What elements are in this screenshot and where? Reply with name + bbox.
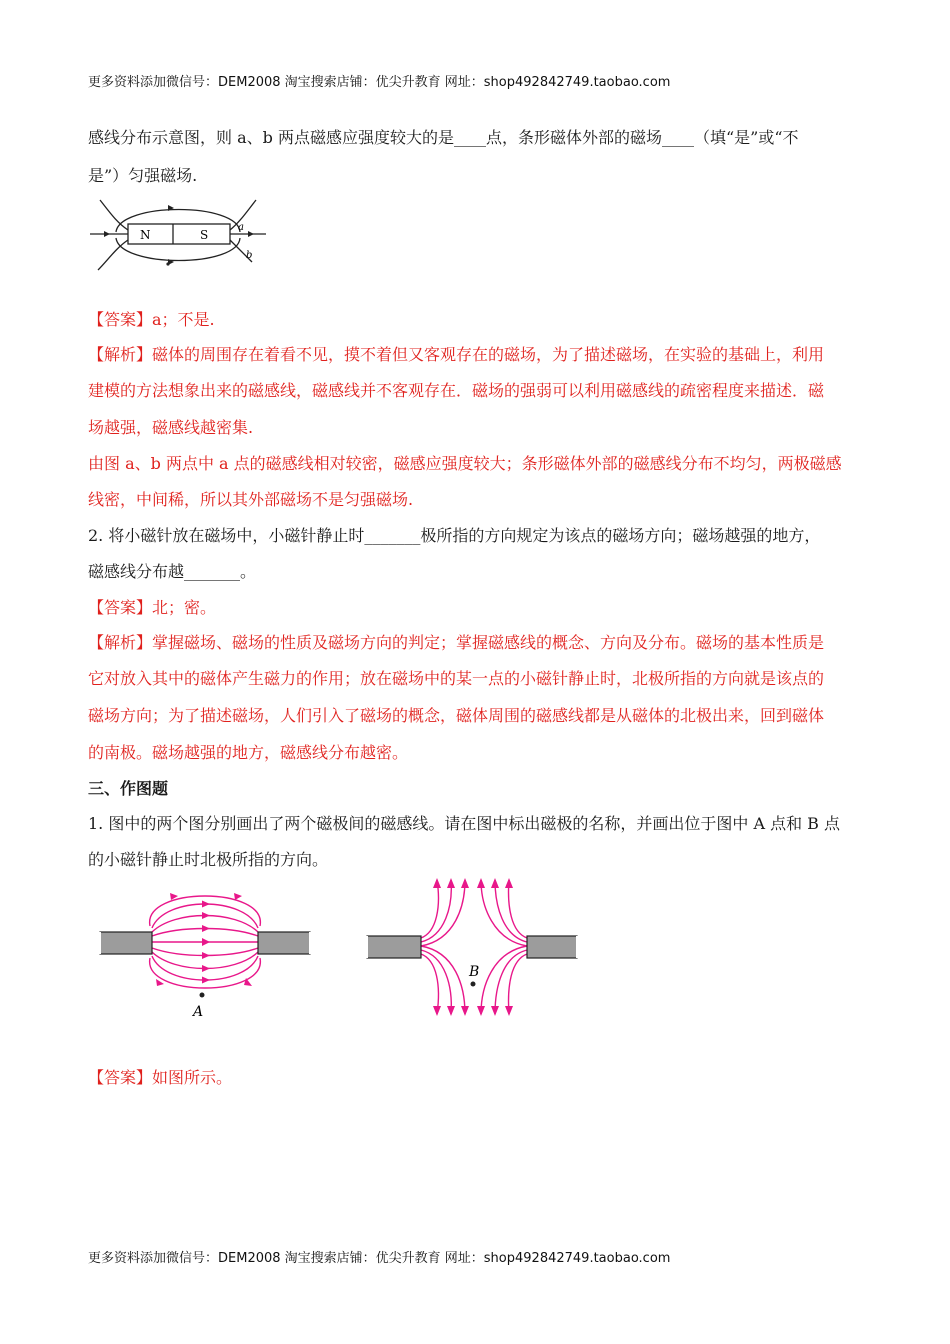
q1-text-line2: 是”）匀强磁场. xyxy=(88,166,198,185)
pole-label-s: S xyxy=(200,228,209,242)
pole-label-n: N xyxy=(140,228,151,242)
page-header: 更多资料添加微信号：DEM2008 淘宝搜索店铺：优尖升教育 网址：shop492842749.taobao.com xyxy=(88,75,671,90)
unlike-poles-figure xyxy=(100,880,315,1020)
q2-analysis-line1: 【解析】掌握磁场、磁场的性质及磁场方向的判定；掌握磁感线的概念、方向及分布。磁场的基本性质是 xyxy=(88,633,825,652)
q1-analysis-line1: 【解析】磁体的周围存在着看不见，摸不着但又客观存在的磁场，为了描述磁场，在实验的基础上，利用 xyxy=(88,345,825,364)
like-poles-figure xyxy=(365,876,580,1021)
q2-analysis-line3: 磁场方向；为了描述磁场，人们引入了磁场的概念，磁体周围的磁感线都是从磁体的北极出来，回到磁体 xyxy=(88,706,825,725)
page-footer: 更多资料添加微信号：DEM2008 淘宝搜索店铺：优尖升教育 网址：shop492842749.taobao.com xyxy=(88,1251,671,1266)
q1-analysis-line5: 线密，中间稀，所以其外部磁场不是匀强磁场. xyxy=(88,490,414,509)
q1-answer: 【答案】a；不是. xyxy=(88,310,215,329)
q2-text-line2: 磁感线分布越_______。 xyxy=(88,562,257,581)
q1-text-line1: 感线分布示意图，则 a、b 两点磁感应强度较大的是____点，条形磁体外部的磁场____（填“是”或“不 xyxy=(88,128,799,147)
q1-analysis-line3: 场越强，磁感线越密集. xyxy=(88,418,254,437)
section-heading: 三、作图题 xyxy=(88,779,169,798)
point-label-b: b xyxy=(246,250,253,261)
q2-analysis-line4: 的南极。磁场越强的地方，磁感线分布越密。 xyxy=(88,743,409,762)
q2-answer: 【答案】北；密。 xyxy=(88,598,217,617)
bar-magnet-figure xyxy=(88,196,268,274)
point-a-label: A xyxy=(193,1004,204,1020)
section3-q1-line2: 的小磁针静止时北极所指的方向。 xyxy=(88,850,329,869)
point-label-a: a xyxy=(238,222,244,233)
q1-analysis-line2: 建模的方法想象出来的磁感线，磁感线并不客观存在．磁场的强弱可以利用磁感线的疏密程度来描述．磁 xyxy=(88,381,825,400)
q2-analysis-line2: 它对放入其中的磁体产生磁力的作用；放在磁场中的某一点的小磁针静止时，北极所指的方向就是该点的 xyxy=(88,669,825,688)
section3-q1-line1: 1. 图中的两个图分别画出了两个磁极间的磁感线。请在图中标出磁极的名称，并画出位于图中 A 点和 B 点 xyxy=(88,814,841,833)
point-b-label: B xyxy=(469,964,480,980)
q2-text-line1: 2. 将小磁针放在磁场中，小磁针静止时_______极所指的方向规定为该点的磁场方向；磁场越强的地方， xyxy=(88,526,821,545)
section3-answer: 【答案】如图所示。 xyxy=(88,1068,233,1087)
q1-analysis-line4: 由图 a、b 两点中 a 点的磁感线相对较密，磁感应强度较大；条形磁体外部的磁感线分布不均匀，两极磁感 xyxy=(88,454,842,473)
